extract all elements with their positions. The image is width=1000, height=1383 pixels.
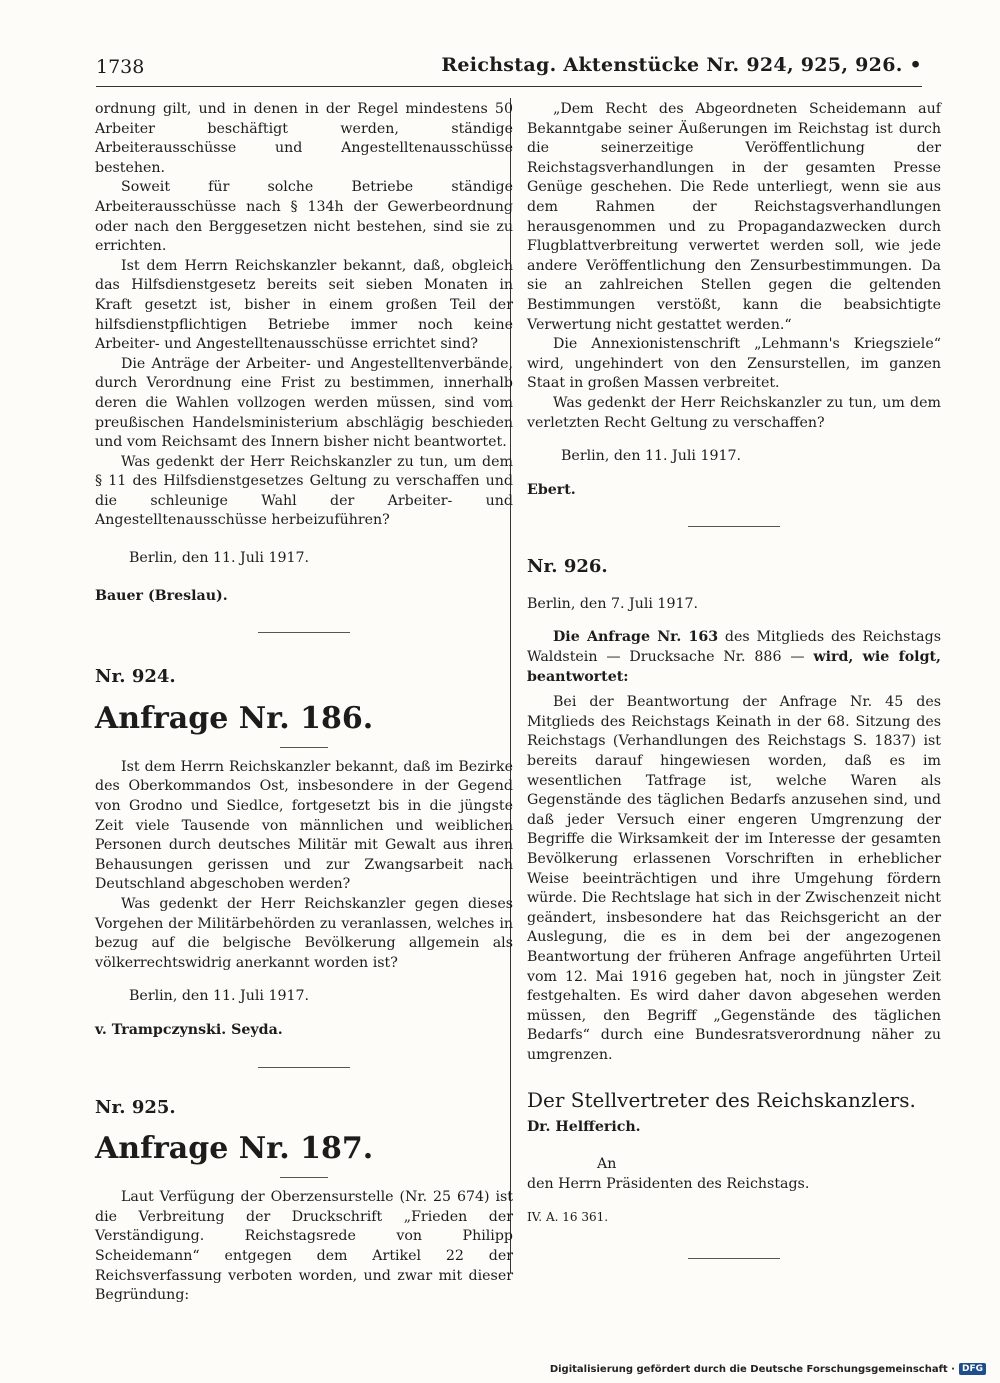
paragraph: Bei der Beantwortung der Anfrage Nr. 45 des Mitglieds des Reichstags Keinath in der 68. Sitzung des Reichstags (Verhandlungen des Reichstags S. 1837) ist bereits darauf hingewiesen worden, daß es im wesentlichen Tatfrage ist, welche Waren als Gegenstände des täglichen Bedarfs anzusehen sind, und daß jeder Versuch einer engeren Umgrenzung der Begriffe die Wirksamkeit der im Interesse der gesamten Bevölkerung erlassenen Vorschriften in erheblicher Weise beeinträchtigen und ihre Umgehung fördern würde. Die Rechtslage hat sich in der Zwischenzeit nicht geändert, insbesondere hat das Reichsgericht an der Auslegung, die es in dem bei der angezogenen Beantwortung der früheren Anfrage angeführten Urteil vom 12. Mai 1916 gegeben hat, noch in jüngster Zeit festgehalten. Es wird daher davon abgesehen werden müssen, den Begriff „Gegenstände des täglichen Bedarfs“ durch eine Bundesratsverordnung näher zu umgrenzen. (527, 694, 941, 1063)
answer-intro (527, 628, 941, 687)
inquiry-heading: Anfrage Nr. 187. (95, 1131, 374, 1167)
left-column (95, 100, 513, 1306)
answer-intro-text: des Mitglieds des Reichstags Waldstein — Drucksache Nr. 886 — (527, 629, 941, 666)
document-number: Nr. 926. (527, 556, 608, 578)
document-number: Nr. 925. (95, 1096, 176, 1118)
paragraph: Was gedenkt der Herr Reichskanzler gegen dieses Vorgehen der Militärbehörden zu veranlassen, welches in bezug auf die belgische Bevölkerung allgemein als völkerrechtswidrig anerkannt worden ist? (95, 896, 513, 971)
date-line: Berlin, den 11. Juli 1917. (129, 550, 310, 567)
dfg-logo: DFG (959, 1363, 986, 1375)
footer-credit (550, 1363, 986, 1375)
footer-text: Digitalisierung gefördert durch die Deutsche Forschungsgemeinschaft · (549, 1363, 955, 1375)
paragraph: Soweit für solche Betriebe ständige Arbeiterausschüsse nach § 134h der Gewerbeordnung oder nach den Berggesetzen nicht bestehen, sind sie zu errichten. (95, 179, 513, 255)
answer-intro-bold: wird, wie folgt, beantwortet: (527, 649, 941, 685)
paragraph: ordnung gilt, und in denen in der Regel mindestens 50 Arbeiter beschäftigt werden, ständige Arbeiterausschüsse und Angestelltenausschüsse bestehen. (95, 101, 513, 176)
page-number: 1738 (96, 56, 145, 78)
document-number: Nr. 924. (95, 666, 176, 688)
paragraph: Ist dem Herrn Reichskanzler bekannt, daß, obgleich das Hilfsdienstgesetz bereits seit sieben Monaten in Kraft gesetzt ist, bisher in einem großen Teil der hilfsdienstpflichtigen Betriebe immer noch keine Arbeiter- und Angestelltenausschüsse errichtet sind? (95, 257, 513, 353)
quotation: „Dem Recht des Abgeordneten Scheidemann auf Bekanntgabe seiner Äußerungen im Reichstag ist durch die seinerzeitige Veröffentlichung der Reichstagsverhandlungen in der gesamten Presse Genüge geschehen. Die Rede unterliegt, wenn sie aus dem Rahmen der Reichstagsverhandlungen herausgenommen und zu Propagandazwecken durch Flugblattverbreitung verwertet werden soll, wie jede andere Veröffentlichung den Zensurbestimmungen. Da sie an zahlreichen Stellen gegen die geltenden Bestimmungen verstößt, kann die beabsichtigte Verwertung nicht gestattet werden.“ (527, 101, 941, 333)
separator (688, 1258, 780, 1259)
date-line: Berlin, den 11. Juli 1917. (561, 448, 742, 465)
address: den Herrn Präsidenten des Reichstags. (527, 1175, 810, 1192)
signature: Dr. Helfferich. (527, 1118, 641, 1135)
paragraph: Was gedenkt der Herr Reichskanzler zu tun, um dem § 11 des Hilfsdienstgesetzes Geltung zu verschaffen und die schleunige Wahl der Arbeiter- und Angestelltenausschüsse herbeizuführen? (95, 453, 513, 529)
address-an: An (597, 1156, 617, 1173)
paragraph: Was gedenkt der Herr Reichskanzler zu tun, um dem verletzten Recht Geltung zu verschaffen? (527, 394, 941, 431)
date-line: Berlin, den 7. Juli 1917. (527, 595, 699, 612)
paragraph: Ist dem Herrn Reichskanzler bekannt, daß im Bezirke des Oberkommandos Ost, insbesondere in der Gegend von Grodno und Siedlce, fortgesetzt bis in die jüngste Zeit viele Tausende von männlichen und weiblichen Personen durch deutsches Militär mit Gewalt aus ihren Behausungen gerissen und zur Zwangsarbeit nach Deutschland abgeschoben werden? (95, 758, 513, 893)
paragraph: Die Annexionistenschrift „Lehmann's Kriegsziele“ wird, ungehindert von den Zensurstellen, im ganzen Staat in großen Massen verbreitet. (527, 336, 941, 392)
page-header (96, 52, 922, 87)
signatory-title: Der Stellvertreter des Reichskanzlers. (527, 1087, 916, 1112)
signature: Bauer (Breslau). (95, 587, 228, 604)
answer-intro-bold: Die Anfrage Nr. 163 (553, 629, 719, 646)
running-title: Reichstag. Aktenstücke Nr. 924, 925, 926. • (441, 54, 922, 76)
right-column (527, 100, 941, 1259)
inquiry-heading: Anfrage Nr. 186. (95, 700, 374, 736)
reference-number: IV. A. 16 361. (527, 1210, 609, 1225)
paragraph: Die Anträge der Arbeiter- und Angestelltenverbände, durch Verordnung eine Frist zu bestimmen, innerhalb deren die Wahlen vollzogen werden müssen, sind vom preußischen Handelsministerium abschlägig beschieden und vom Reichsamt des Innern bisher nicht beantwortet. (95, 355, 513, 451)
signature: Ebert. (527, 481, 576, 498)
date-line: Berlin, den 11. Juli 1917. (129, 988, 310, 1005)
paragraph: Laut Verfügung der Oberzensurstelle (Nr. 25 674) ist die Verbreitung der Druckschrift „Frieden der Verständigung. Reichstagsrede von Philipp Scheidemann“ entgegen dem Artikel 22 der Reichsverfassung verboten worden, und zwar mit dieser Begründung: (95, 1189, 513, 1304)
signature: v. Trampczynski. Seyda. (95, 1021, 283, 1038)
